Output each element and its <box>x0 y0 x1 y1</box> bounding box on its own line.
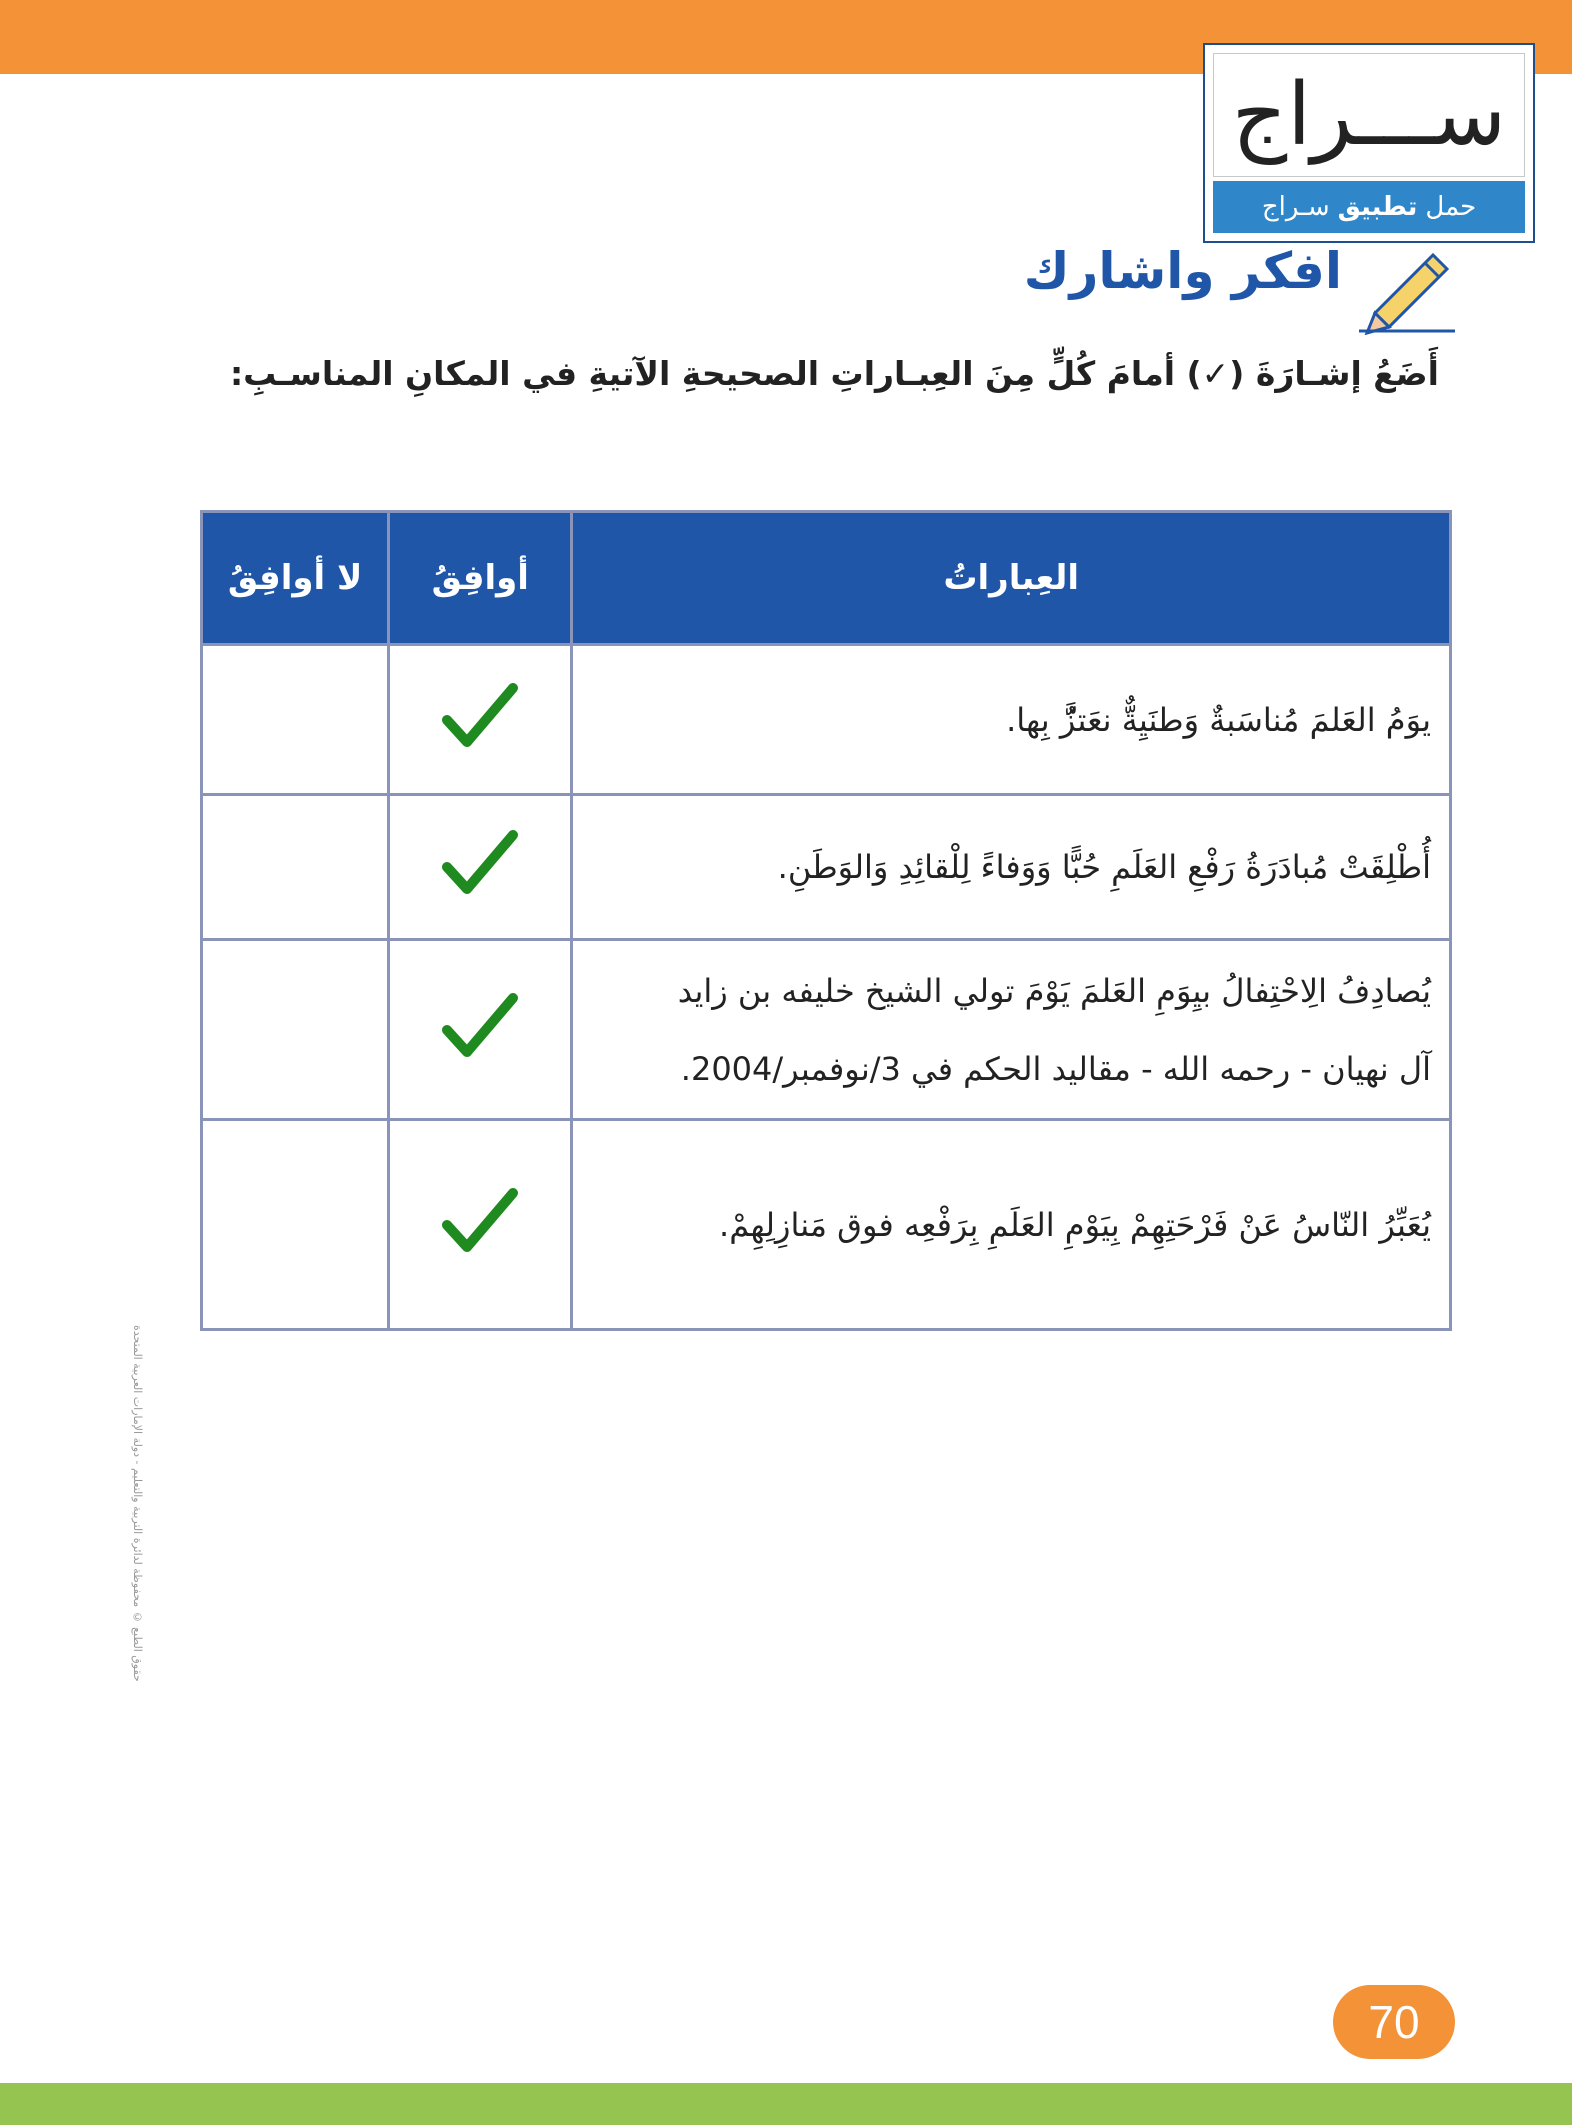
table-header-row <box>202 512 1451 645</box>
tagline-prefix: حمل <box>1425 192 1477 222</box>
agree-cell[interactable] <box>389 645 572 795</box>
header-statements: العِباراتُ <box>572 512 1451 645</box>
statement-line-2: آل نهيان - رحمه الله - مقاليد الحكم في 3/نوفمبر/2004. <box>680 1049 1431 1088</box>
statement-cell: يُعَبِّرُ النّاسُ عَنْ فَرْحَتِهِمْ بِيَوْمِ العَلَمِ بِرَفْعِه فوق مَنازِلِهِمْ. <box>572 1120 1451 1330</box>
tagline-suffix: سـراج <box>1261 192 1330 222</box>
agree-cell[interactable] <box>389 795 572 940</box>
pencil-icon <box>1355 245 1460 335</box>
statement-cell <box>572 940 1451 1120</box>
agree-cell[interactable] <box>389 940 572 1120</box>
disagree-cell[interactable] <box>202 1120 389 1330</box>
checkmark-icon <box>441 722 519 760</box>
header-disagree: لا أوافِقُ <box>202 512 389 645</box>
header-agree: أوافِقُ <box>389 512 572 645</box>
table-row <box>202 795 1451 940</box>
logo-wordmark-frame <box>1213 53 1525 177</box>
statement-cell: يوَمُ العَلمَ مُناسَبةٌ وَطنَيِةٌّ نعَتزَُّ بِها. <box>572 645 1451 795</box>
disagree-cell[interactable] <box>202 940 389 1120</box>
instruction-text: أَضَعُ إشـارَةَ (✓) أمامَ كُلٍّ مِنَ العِبـاراتِ الصحيحةِ الآتيةِ في المكانِ المناسـبِ: <box>229 354 1439 393</box>
page-number-badge: 70 <box>1333 1985 1455 2059</box>
statement-cell: أُطْلِقَتْ مُبادَرَةُ رَفْعِ العَلَمِ حُبًّا وَوَفاءً لِلْقائِدِ وَالوَطَنِ. <box>572 795 1451 940</box>
checkmark-icon <box>441 1032 519 1070</box>
table-row <box>202 940 1451 1120</box>
tagline-bold: تطبيق <box>1337 192 1418 222</box>
logo-wordmark: ســـراج <box>1231 65 1507 165</box>
logo-tagline <box>1213 181 1525 233</box>
agree-disagree-table <box>200 510 1452 1331</box>
bottom-green-bar <box>0 2083 1572 2125</box>
section-title: افكر واشارك <box>1023 242 1342 300</box>
checkmark-icon <box>441 869 519 907</box>
table-row <box>202 1120 1451 1330</box>
disagree-cell[interactable] <box>202 645 389 795</box>
copyright-note: حقوق الطبع © محفوظة لدائرة التربية والتعليم - دولة الإمارات العربية المتحدة <box>131 1325 144 1682</box>
checkmark-icon <box>441 1227 519 1265</box>
siraj-logo[interactable] <box>1203 43 1535 243</box>
agree-cell[interactable] <box>389 1120 572 1330</box>
disagree-cell[interactable] <box>202 795 389 940</box>
table-row <box>202 645 1451 795</box>
statement-line-1: يُصادِفُ الِاحْتِفالُ بيِوَمِ العَلمَ يَوْمَ تولي الشيخ خليفه بن زايد <box>677 971 1431 1010</box>
